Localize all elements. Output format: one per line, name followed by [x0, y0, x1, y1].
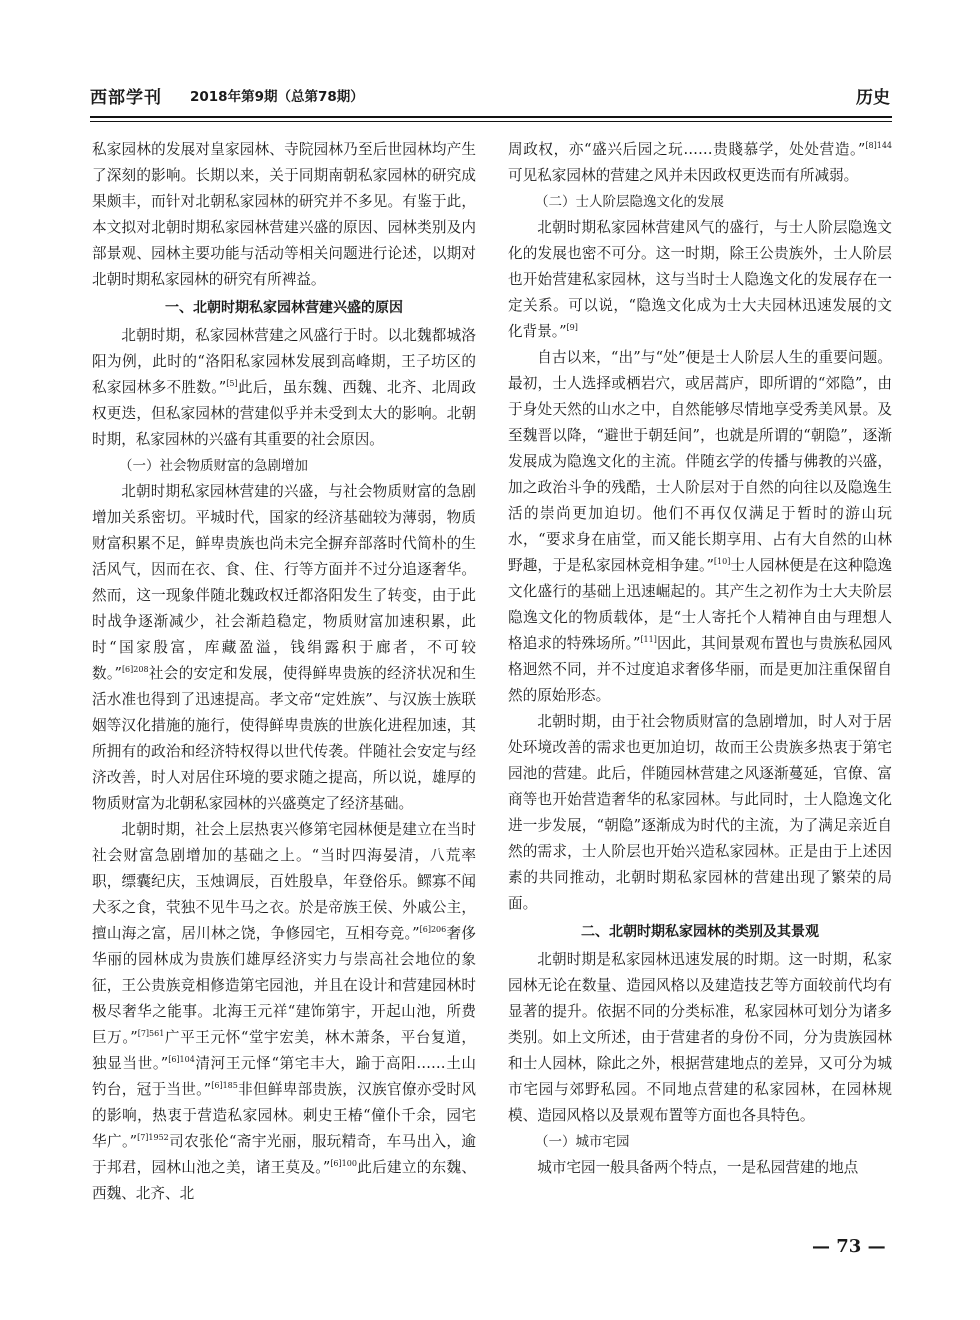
section-heading: 二、北朝时期私家园林的类别及其景观 — [581, 924, 819, 940]
paragraph: 北朝时期，社会上层热衷兴修第宅园林便是建立在当时社会财富急剧增加的基础之上。“当时四海晏清，八荒率职，缥囊纪庆，玉烛调辰，百姓殷阜，年登俗乐。鳏寡不闻犬豕之食，茕独不见牛马之衣。於是帝族王侯、外戚公主，擅山海之富，居川林之饶，争修园宅，互相夸竞。”$^{[6]206}$奢侈华丽的园林成为贵族们雄厚经济实力与崇高社会地位的象征，王公贵族竞相修造第宅园池，并且在设计和营建园林时极尽奢华之能事。北海王元祥“建饰第宇，开起山池，所费巨万。”$^{[7]561}$广平王元怀“堂宇宏美，林木萧条，平台复道，独显当世。”$^{[6]104}$清河王元怿“第宅丰大，踰于高阳……土山钓台，冠于当世。”$^{[6]185}$非但鲜卑部贵族，汉族官僚亦受时风的影响，热衷于营造私家园林。刺史王椿“僮仆千余，园宅华广。”$^{[7]1952}$司农张伦“斋宇光丽，服玩精奇，车马出入，逾于邦君，园林山池之美，诸王莫及。”$^{[6]100}$此后建立的东魏、西魏、北齐、北 — [92, 821, 476, 1202]
page-number: — 73 — — [812, 1236, 886, 1257]
paragraph: 城市宅园一般具备两个特点，一是私园营建的地点 — [537, 1159, 859, 1176]
left-column — [92, 137, 476, 1207]
paragraph: 北朝时期私家园林营建风气的盛行，与士人阶层隐逸文化的发展也密不可分。这一时期，除王公贵族外，士人阶层也开始营建私家园林，这与当时士人隐逸文化的发展存在一定关系。可以说，“隐逸文化成为士大夫园林迅速发展的文化背景。”[9] — [508, 219, 892, 340]
paragraph: 北朝时期，由于社会物质财富的急剧增加，时人对于居处环境改善的需求也更加迫切，故而王公贵族多热衷于第宅园池的营建。此后，伴随园林营建之风逐渐蔓延，官僚、富商等也开始营造奢华的私家园林。与此同时，士人隐逸文化进一步发展，“朝隐”逐渐成为时代的主流，为了满足亲近自然的需求，士人阶层也开始兴造私家园林。正是由于上述因素的共同推动，北朝时期私家园林的营建出现了繁荣的局面。 — [508, 713, 892, 912]
citation: [6]185 — [211, 1081, 238, 1091]
header-rule-thick — [90, 116, 892, 118]
citation: [6]100 — [330, 1159, 357, 1169]
citation: [5] — [226, 379, 238, 389]
section-heading: 一、北朝时期私家园林营建兴盛的原因 — [165, 300, 403, 316]
subsection-heading: （一）社会物质财富的急剧增加 — [119, 458, 308, 474]
journal-name: 西部学刊 — [90, 88, 162, 108]
subsection-heading: （二）士人阶层隐逸文化的发展 — [535, 194, 724, 210]
citation: [8]144 — [865, 141, 892, 151]
right-column — [508, 137, 892, 1181]
subsection-heading: （一）城市宅园 — [535, 1134, 630, 1150]
citation: [6]206 — [419, 925, 447, 935]
paragraph: 北朝时期是私家园林迅速发展的时期。这一时期，私家园林无论在数量、造园风格以及建造技艺等方面较前代均有显著的提升。依据不同的分类标准，私家园林可划分为诸多类别。如上文所述，由于营建者的身份不同，分为贵族园林和士人园林，除此之外，根据营建地点的差异，又可分为城市宅园与郊野私园。不同地点营建的私家园林，在园林规模、造园风格以及景观布置等方面也各具特色。 — [508, 951, 892, 1124]
citation: [9] — [566, 323, 578, 333]
citation: [6]208 — [121, 665, 149, 675]
paragraph: 自古以来，“出”与“处”便是士人阶层人生的重要问题。最初，士人选择或栖岩穴，或居蒿庐，即所谓的“郊隐”，由于身处天然的山水之中，自然能够尽情地享受秀美风景。及至魏晋以降，“避世于朝廷间”，也就是所谓的“朝隐”，逐渐发展成为隐逸文化的主流。伴随玄学的传播与佛教的兴盛，加之政治斗争的残酷，士人阶层对于自然的向往以及隐逸生活的崇尚更加迫切。他们不再仅仅满足于暂时的游山玩水，“要求身在庙堂，而又能长期享用、占有大自然的山林野趣，于是私家园林竞相争建。”[10]士人园林便是在这种隐逸文化盛行的基础上迅速崛起的。其产生之初作为士大夫阶层隐逸文化的物质载体，是“士人寄托个人精神自由与理想人格追求的特殊场所。”[11]因此，其间景观布置也与贵族私园风格迥然不同，并不过度追求奢侈华丽，而是更加注重保留自然的原始形态。 — [508, 349, 892, 704]
issue-info: 2018年第9期（总第78期） — [190, 89, 364, 105]
citation: [7]561 — [137, 1029, 165, 1039]
paragraph: 北朝时期私家园林营建的兴盛，与社会物质财富的急剧增加关系密切。平城时代，国家的经济基础较为薄弱，物质财富积累不足，鲜卑贵族也尚未完全摒弃部落时代简朴的生活风气，因而在衣、食、住、行等方面并不过分追逐奢华。然而，这一现象伴随北魏政权迁都洛阳发生了转变，由于此时战争逐渐减少，社会渐趋稳定，物质财富加速积累，此时“国家殷富，库藏盈溢，钱绢露积于廊者，不可较数。”$^{[6]208}$社会的安定和发展，使得鲜卑贵族的经济状况和生活水准也得到了迅速提高。孝文帝“定姓族”、与汉族士族联姻等汉化措施的施行，使得鲜卑贵族的世族化进程加速，其所拥有的政治和经济特权得以世代传袭。伴随社会安定与经济改善，时人对居住环境的要求随之提高，所以说，雄厚的物质财富为北朝私家园林的兴盛奠定了经济基础。 — [92, 483, 476, 812]
citation: [6]104 — [168, 1055, 195, 1065]
paragraph: 周政权，亦“盛兴后园之玩……贵賤慕学，处处营造。”$^{[8]144}$可见私家园林的营建之风并未因政权更迭而有所减弱。 — [508, 141, 892, 184]
citation: [11] — [640, 635, 657, 645]
paragraph: 私家园林的发展对皇家园林、寺院园林乃至后世园林均产生了深刻的影响。长期以来，关于同期南朝私家园林的研究成果颇丰，而针对北朝私家园林的研究并不多见。有鉴于此，本文拟对北朝时期私家园林营建兴盛的原因、园林类别及内部景观、园林主要功能与活动等相关问题进行论述，以期对北朝时期私家园林的研究有所裨益。 — [92, 141, 476, 288]
citation: [10] — [713, 557, 731, 567]
paragraph: 北朝时期，私家园林营建之风盛行于时。以北魏都城洛阳为例，此时的“洛阳私家园林发展到高峰期，王子坊区的私家园林多不胜数。”[5]此后，虽东魏、西魏、北齐、北周政权更迭，但私家园林的营建似乎并未受到太大的影响。北朝时期，私家园林的兴盛有其重要的社会原因。 — [92, 327, 476, 448]
header-rule-thin — [90, 121, 892, 122]
section-label: 历史 — [856, 88, 890, 108]
citation: [7]1952 — [137, 1133, 169, 1143]
page-header — [90, 83, 890, 117]
